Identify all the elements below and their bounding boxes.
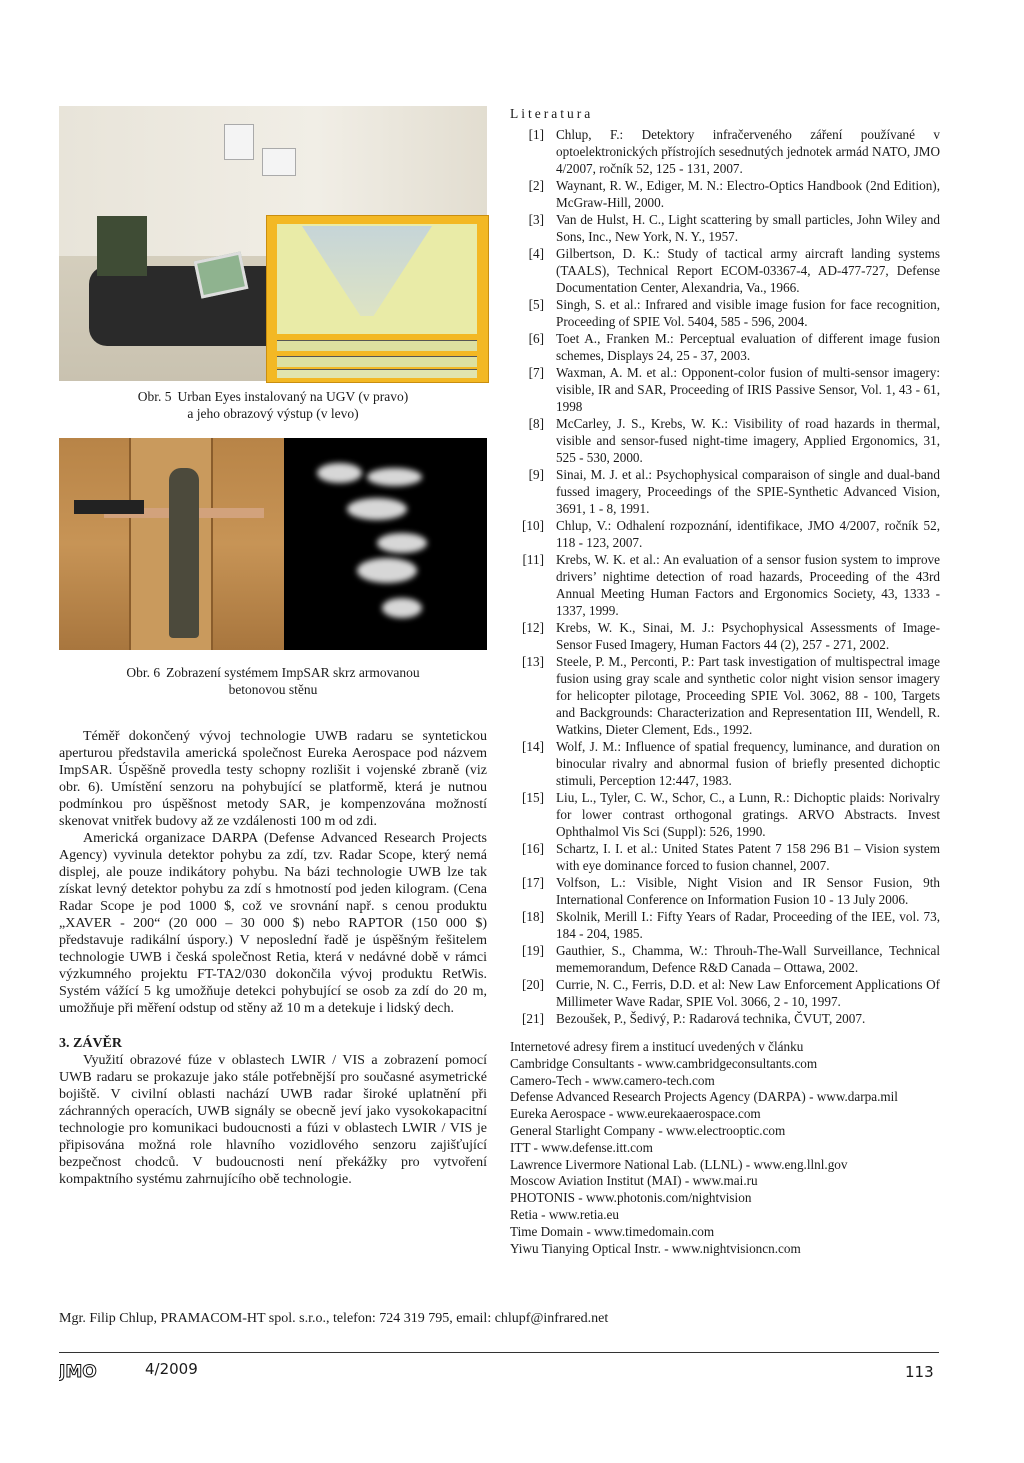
reference-item: [510, 245, 940, 296]
reference-text: Currie, N. C., Ferris, D.D. et al: New Law Enforcement Applications Of Millimeter Wave Radar, SPIE Vol. 3066, 2 - 10, 1997.: [556, 977, 940, 1009]
institutions-list: [510, 1039, 940, 1257]
reference-number: [3]: [528, 212, 544, 227]
reference-text: Toet A., Franken M.: Perceptual evaluation of different image fusion schemes, Displays 24, 25 - 37, 2003.: [556, 331, 940, 363]
reference-number: [17]: [522, 875, 544, 890]
reference-text: Krebs, W. K., Sinai, M. J.: Psychophysical Assessments of Image-Sensor Fused Imagery, Human Factors 44 (2), 257 - 271, 2002.: [556, 620, 940, 652]
soldier-photo: [59, 438, 284, 650]
reference-item: [510, 296, 940, 330]
reference-text: Bezoušek, P., Šedivý, P.: Radarová technika, ČVUT, 2007.: [556, 1011, 866, 1026]
reference-item: [510, 619, 940, 653]
reference-item: [510, 653, 940, 738]
impsar-radar-image: [287, 438, 487, 650]
reference-item: [510, 874, 940, 908]
reference-number: [21]: [522, 1011, 544, 1026]
reference-number: [12]: [522, 620, 544, 635]
left-column: [59, 106, 487, 1188]
reference-item: [510, 126, 940, 177]
reference-text: Chlup, V.: Odhalení rozpoznání, identifikace, JMO 4/2007, ročník 52, 118 - 123, 2007.: [556, 518, 940, 550]
institution-item: Retia - www.retia.eu: [510, 1206, 619, 1222]
figure-6-caption-line2: betonovou stěnu: [228, 682, 318, 697]
reference-item: [510, 517, 940, 551]
reference-number: [6]: [528, 331, 544, 346]
figure-5-caption: [59, 388, 487, 422]
svg-text:JMO: JMO: [59, 1362, 97, 1381]
reference-number: [16]: [522, 841, 544, 856]
institution-item: Eureka Aerospace - www.eurekaaerospace.com: [510, 1106, 761, 1122]
reference-text: Waynant, R. W., Ediger, M. N.: Electro-Optics Handbook (2nd Edition), McGraw-Hill, 2000.: [556, 178, 940, 210]
reference-number: [10]: [522, 518, 544, 533]
institution-item: Cambridge Consultants - www.cambridgeconsultants.com: [510, 1055, 818, 1071]
reference-text: Gilbertson, D. K.: Study of tactical army aircraft landing systems (TAALS), Technical Report ECOM-03367-4, AD-477-727, Defense Documentation Center, Alexandria, Va., 1966.: [556, 246, 940, 295]
figure-5-image: [59, 106, 487, 381]
reference-number: [5]: [528, 297, 544, 312]
reference-text: Schartz, I. I. et al.: United States Patent 7 158 296 B1 – Vision system with eye dominance forced to fusion channel, 2007.: [556, 841, 940, 873]
reference-number: [7]: [528, 365, 544, 380]
reference-text: Krebs, W. K. et al.: An evaluation of a sensor fusion system to improve drivers’ nightime detection of road hazards, Proceeding of the 43rd Annual Meeting Human Factors and Ergonomics Society, 43, 1333 - 1337, 1999.: [556, 552, 940, 618]
body-paragraph: Americká organizace DARPA (Defense Advanced Research Projects Agency) vyvinula detektor pohybu za zdí, tzv. Radar Scope, který nemá displej, ale pouze indikátory pohybu. Na bázi technologie UWB lze tak získat levný detektor pohybu za zdí s hmotností pod jeden kilogram. (Cena Radar Scope je pod 1000 $, což ve srovnání např. s cenou produktu „XAVER - 200“ (20 000 – 30 000 $) nebo RAPTOR (150 000 $) představuje radikální úspory.) V neposlední řadě je úspěšným řešitelem technologie UWB i česká společnost Retia, která v nedávné době v rámci výzkumného projektu FT-TA2/030 dokončila vývoj produktu RetWis. Systém vážící 5 kg umožňuje detekci pohybující se osob za zdí do 20 m, umožňuje při měření odstup od stěny až 10 m a detekuje i lidský dech.: [59, 831, 487, 1016]
right-column: [510, 106, 940, 1257]
reference-item: [510, 908, 940, 942]
reference-text: Volfson, L.: Visible, Night Vision and IR Sensor Fusion, 9th International Conference on Information Fusion 10 - 13 July 2006.: [556, 875, 940, 907]
reference-text: Sinai, M. J. et al.: Psychophysical comparaison of single and dual-band fussed imagery, Proceedings of the SPIE-Synthetic Advanced Vision, 3691, 1 - 8, 1991.: [556, 467, 940, 516]
reference-number: [20]: [522, 977, 544, 992]
reference-item: [510, 330, 940, 364]
reference-item: [510, 840, 940, 874]
reference-text: Waxman, A. M. et al.: Opponent-color fusion of multi-sensor imagery: visible, IR and SAR, Proceeding of IRIS Passive Sensor, Vol. 1, 43 - 61, 1998: [556, 365, 940, 414]
reference-number: [18]: [522, 909, 544, 924]
reference-number: [13]: [522, 654, 544, 669]
institution-item: Yiwu Tianying Optical Instr. - www.nightvisioncn.com: [510, 1240, 801, 1256]
institutions-heading: Internetové adresy firem a institucí uvedených v článku: [510, 1039, 804, 1054]
reference-text: Steele, P. M., Perconti, P.: Part task investigation of multispectral image fusion using gray scale and synthetic color night vision sensor imagery for helicopter pilotage, Proceeding SPIE Vol. 3062, 88 - 100, Targets and Backgrounds: Characterization and Representation III, Wendell, R. Watkins, Dieter Clement, Eds., 1992.: [556, 654, 940, 737]
reference-number: [15]: [522, 790, 544, 805]
footer-divider: [59, 1352, 939, 1353]
reference-text: Chlup, F.: Detektory infračerveného záření používané v optoelektronických přístrojích sesednutých jednotek armád NATO, JMO 4/2007, ročník 52, 125 - 131, 2007.: [556, 127, 940, 176]
figure-6-number: Obr. 6: [126, 665, 161, 680]
reference-text: Singh, S. et al.: Infrared and visible image fusion for face recognition, Proceeding of SPIE Vol. 5404, 585 - 596, 2004.: [556, 297, 940, 329]
body-text: [59, 728, 487, 1188]
section-heading: 3. ZÁVĚR: [59, 1036, 123, 1051]
figure-5-caption-line1: Urban Eyes instalovaný na UGV (v pravo): [177, 389, 409, 404]
reference-number: [19]: [522, 943, 544, 958]
institution-item: ITT - www.defense.itt.com: [510, 1139, 653, 1155]
reference-number: [1]: [528, 127, 544, 142]
reference-text: Liu, L., Tyler, C. W., Schor, C., a Lunn, R.: Dichoptic plaids: Norivalry for lower contrast orthogonal gratings. ARVO Abstracts. Invest Ophthalmol Vis Sci (Suppl): 526, 1990.: [556, 790, 940, 839]
issue-number: 4/2009: [145, 1360, 198, 1378]
reference-list: [510, 126, 940, 1027]
body-paragraph: Téměř dokončený vývoj technologie UWB radaru se syntetickou aperturou představila americká společnost Eureka Aerospace pod názvem ImpSAR. Úspěšně provedla testy schopny rozlišit i vojenské zbraně (viz obr. 6). Umístění senzoru na pohybující se platformě, která je nutnou podmínkou pro úspěšnost metody SAR, je kompenzována možností skenovat vnitřek budovy až ze vzdálenosti 100 m od zdi.: [59, 729, 487, 829]
reference-item: [510, 942, 940, 976]
figure-6-image: [59, 438, 487, 650]
reference-text: Wolf, J. M.: Influence of spatial frequency, luminance, and duration on binocular rivalry and abnormal fusion of briefly presented dichoptic stimuli, Perception 12:447, 1983.: [556, 739, 940, 788]
reference-item: [510, 415, 940, 466]
reference-number: [9]: [528, 467, 544, 482]
figure-5-number: Obr. 5: [137, 389, 172, 404]
reference-text: Gauthier, S., Chamma, W.: Throuh-The-Wall Surveillance, Technical mememorandum, Defence R&D Canada – Ottawa, 2002.: [556, 943, 940, 975]
author-line: Mgr. Filip Chlup, PRAMACOM-HT spol. s.r.o., telefon: 724 319 795, email: chlupf@infrared.net: [59, 1311, 609, 1326]
reference-item: [510, 364, 940, 415]
section-paragraph: Využití obrazové fúze v oblastech LWIR / VIS a zobrazení pomocí UWB radaru se prokazuje jako stále potřebnější pro současné asymetrické bojiště. V civilní oblasti nachází UWB radar široké uplatnění při záchranných operacích, UWB signály se obecně jeví jako vysokokapacitní technologie pro komunikaci budoucnosti a fúzi v oblastech LWIR / VIS je připisována možná role hlavního vozidlového senzoru zajišťující bezpečnost chodců. V budoucnosti není překážky pro vytvoření kompaktního systému zahrnujícího obě technologie.: [59, 1053, 487, 1187]
institution-item: Moscow Aviation Institut (MAI) - www.mai.ru: [510, 1173, 758, 1189]
radar-output-screenshot: [266, 215, 489, 383]
reference-number: [11]: [522, 552, 544, 567]
reference-text: Van de Hulst, H. C., Light scattering by small particles, John Wiley and Sons, Inc., New York, N. Y., 1957.: [556, 212, 940, 244]
reference-text: McCarley, J. S., Krebs, W. K.: Visibility of road hazards in thermal, visible and sensor-fused night-time imagery, Applied Ergonomics, 31, 525 - 530, 2000.: [556, 416, 940, 465]
reference-item: [510, 211, 940, 245]
reference-text: Skolnik, Merill I.: Fifty Years of Radar, Proceeding of the IEE, vol. 73, 184 - 204, 1985.: [556, 909, 940, 941]
reference-number: [2]: [528, 178, 544, 193]
institution-item: PHOTONIS - www.photonis.com/nightvision: [510, 1190, 752, 1206]
jmo-logo-icon: [59, 1361, 109, 1381]
figure-6-caption-line1: Zobrazení systémem ImpSAR skrz armovanou: [166, 665, 420, 680]
figure-5-caption-line2: a jeho obrazový výstup (v levo): [187, 406, 359, 421]
reference-item: [510, 1010, 940, 1027]
reference-item: [510, 738, 940, 789]
reference-item: [510, 551, 940, 619]
reference-number: [8]: [528, 416, 544, 431]
literature-heading: Literatura: [510, 106, 594, 121]
reference-number: [4]: [528, 246, 544, 261]
page-number: 113: [905, 1363, 934, 1381]
figure-6-caption: [59, 664, 487, 698]
reference-item: [510, 976, 940, 1010]
institution-item: Defense Advanced Research Projects Agency (DARPA) - www.darpa.mil: [510, 1089, 898, 1105]
institution-item: Camero-Tech - www.camero-tech.com: [510, 1072, 715, 1088]
reference-item: [510, 466, 940, 517]
reference-number: [14]: [522, 739, 544, 754]
reference-item: [510, 789, 940, 840]
institution-item: General Starlight Company - www.electrooptic.com: [510, 1122, 786, 1138]
institution-item: Time Domain - www.timedomain.com: [510, 1223, 715, 1239]
reference-item: [510, 177, 940, 211]
institution-item: Lawrence Livermore National Lab. (LLNL) - www.eng.llnl.gov: [510, 1156, 848, 1172]
